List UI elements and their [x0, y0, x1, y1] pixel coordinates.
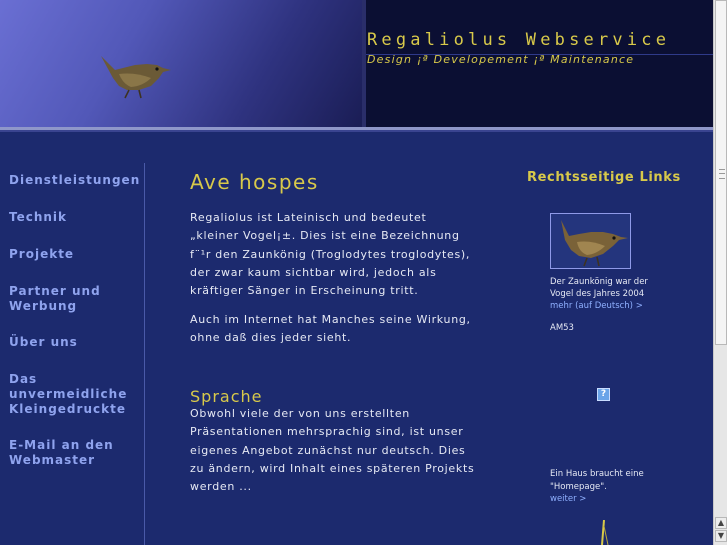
site-subtitle: Design ¡ª Developement ¡ª Maintenance [367, 53, 635, 66]
wren-caption-line1: Der Zaunkönig war der [550, 277, 648, 287]
scrollbar-grip-icon [719, 169, 725, 179]
language-paragraph: Obwohl viele der von uns erstellten Präsentationen mehrsprachig sind, ist unser eigenes Angebot zunächst nur deutsch. Dies zu ändern, wird Inhalt eines späteren Projekts werden ... [190, 407, 475, 494]
page-title: Ave hospes [190, 170, 319, 194]
header-gradient-panel [0, 0, 362, 127]
section-heading-sprache: Sprache [190, 387, 263, 406]
wren-logo-icon [95, 48, 173, 100]
nav-item-dienstleistungen[interactable]: Dienstleistungen [9, 173, 141, 187]
help-icon[interactable]: ? [597, 388, 610, 401]
nav-item-ueber-uns[interactable]: Über uns [9, 335, 78, 349]
scroll-down-arrow-icon[interactable]: ▼ [715, 530, 727, 542]
right-links-title: Rechtsseitige Links [527, 170, 681, 185]
header-banner [0, 0, 713, 127]
scroll-up-arrow-icon[interactable]: ▲ [715, 517, 727, 529]
nav-item-technik[interactable]: Technik [9, 210, 68, 224]
scrollbar-thumb[interactable] [715, 0, 727, 345]
homepage-caption-line2: "Homepage". [550, 482, 607, 492]
wren-caption-line2: Vogel des Jahres 2004 [550, 289, 645, 299]
wren-thumbnail[interactable] [550, 213, 631, 269]
nav-item-projekte[interactable]: Projekte [9, 247, 75, 261]
nav-item-kleingedruckte[interactable]: Das unvermeidliche Kleingedruckte [9, 372, 128, 416]
nav-item-partner-und-werbung[interactable]: Partner und Werbung [9, 284, 101, 313]
internet-paragraph: Auch im Internet hat Manches seine Wirkung, ohne daß dies jeder sieht. [190, 313, 471, 345]
wren-more-link[interactable]: mehr (auf Deutsch) > [550, 301, 643, 311]
intro-paragraph: Regaliolus ist Lateinisch und bedeutet „kleiner Vogel¡±. Dies ist eine Bezeichnung f¨¹r den Zaunkönig (Troglodytes troglodytes), der zwar kaum sichtbar wird, jedoch als kräftiger Sänger in Erscheinung tritt. [190, 211, 471, 298]
nav-divider [144, 163, 145, 545]
nav-item-email-webmaster[interactable]: E-Mail an den Webmaster [9, 438, 114, 467]
am53-label: AM53 [550, 323, 574, 333]
wren-photo-icon [551, 214, 630, 268]
site-title: Regaliolus Webservice [367, 30, 671, 50]
homepage-caption-line1: Ein Haus braucht eine [550, 469, 644, 479]
vertical-scrollbar[interactable] [713, 0, 727, 545]
header-rule-shadow [0, 130, 713, 132]
homepage-more-link[interactable]: weiter > [550, 494, 587, 504]
decorative-mark-icon [595, 520, 613, 545]
header-divider [362, 0, 366, 127]
